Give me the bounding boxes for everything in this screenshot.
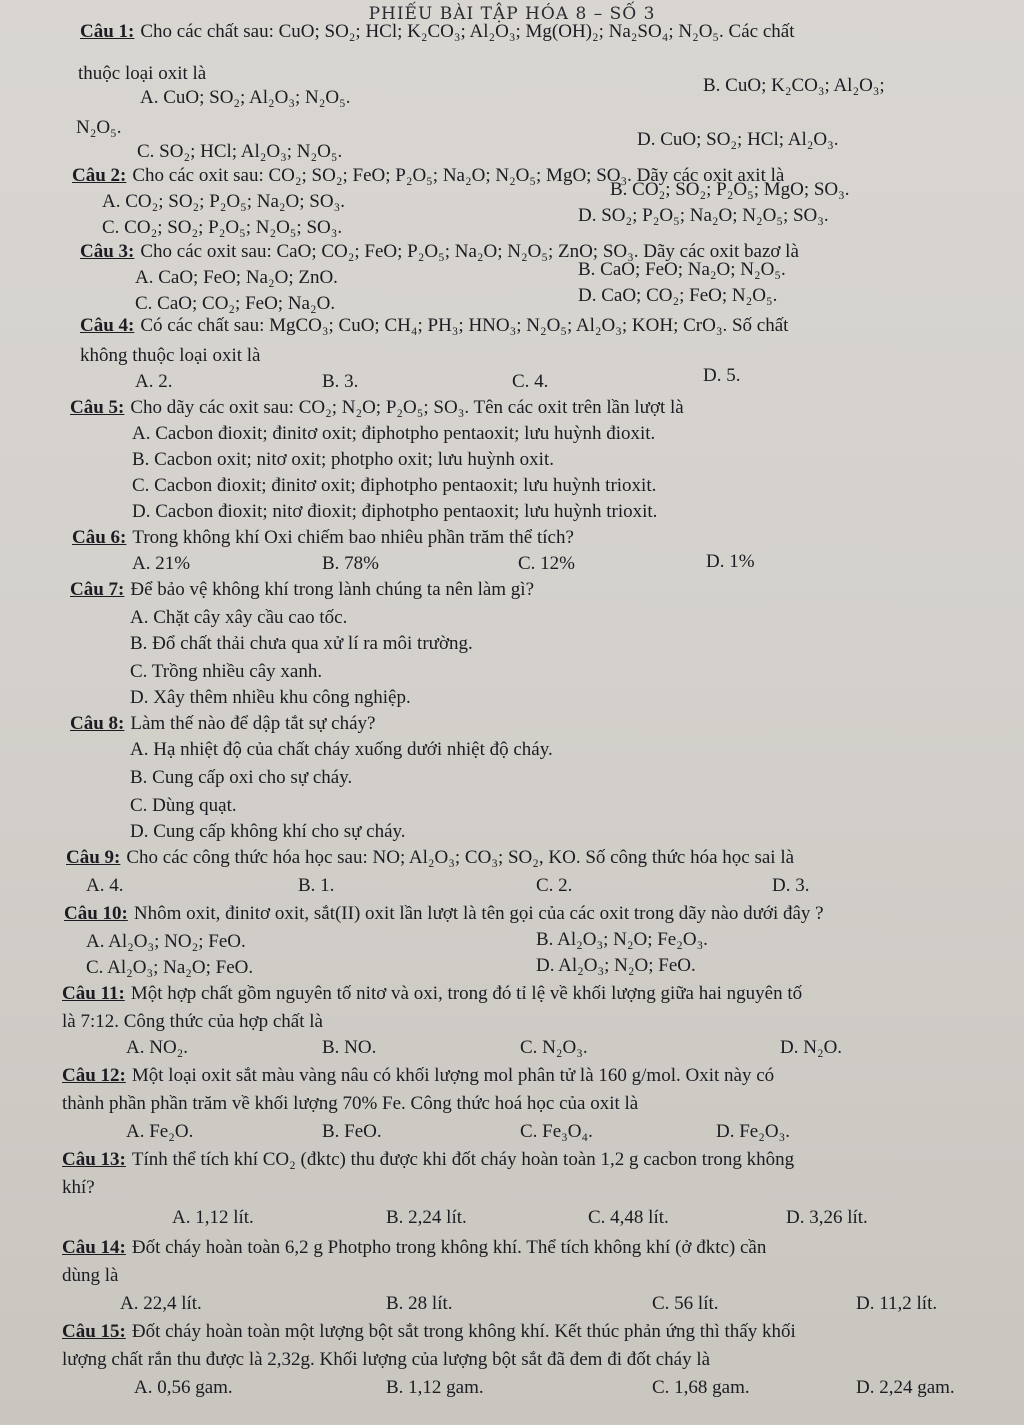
line-text: A. 22,4 lít. bbox=[120, 1293, 202, 1314]
text-line bbox=[134, 1376, 233, 1400]
question-line bbox=[80, 314, 788, 338]
question-number: Câu 14: bbox=[62, 1237, 126, 1258]
text-line bbox=[588, 1206, 669, 1230]
text-line bbox=[703, 364, 740, 388]
line-text: A. Cacbon đioxit; đinitơ oxit; điphotpho pentaoxit; lưu huỳnh đioxit. bbox=[132, 423, 656, 444]
text-line bbox=[135, 292, 335, 316]
line-text: thành phần phần trăm về khối lượng 70% Fe. Công thức hoá học của oxit là bbox=[62, 1093, 639, 1114]
line-text: Cho các oxit sau: CO₂; SO₂; FeO; P₂O₅; Na₂O; N₂O₅; MgO; SO₃. Dãy các oxit axit là bbox=[132, 165, 785, 186]
line-text: Cho các oxit sau: CaO; CO₂; FeO; P₂O₅; Na₂O; N₂O₅; ZnO; SO₃. Dãy các oxit bazơ là bbox=[140, 241, 799, 262]
line-text: B. 1,12 gam. bbox=[386, 1377, 484, 1398]
line-text: A. Fe₂O. bbox=[126, 1121, 194, 1142]
question-number: Câu 10: bbox=[64, 903, 128, 924]
text-line bbox=[132, 552, 190, 576]
line-text: C. Al₂O₃; Na₂O; FeO. bbox=[86, 957, 254, 978]
line-text: Nhôm oxit, đinitơ oxit, sắt(II) oxit lần lượt là tên gọi của các oxit trong dãy nào dưới đây ? bbox=[133, 903, 824, 924]
text-line bbox=[130, 738, 553, 762]
line-text: B. 28 lít. bbox=[386, 1293, 453, 1314]
line-text: B. 1. bbox=[298, 875, 335, 896]
text-line bbox=[652, 1376, 750, 1400]
text-line bbox=[322, 552, 379, 576]
question-line bbox=[62, 1320, 796, 1344]
question-number: Câu 11: bbox=[62, 983, 125, 1004]
line-text: D. CuO; SO₂; HCl; Al₂O₃. bbox=[637, 129, 839, 150]
text-line bbox=[536, 954, 696, 978]
question-line bbox=[62, 1236, 766, 1260]
line-text: Làm thế nào để dập tắt sự cháy? bbox=[130, 713, 376, 734]
text-line bbox=[578, 258, 786, 282]
line-text: A. Al₂O₃; NO₂; FeO. bbox=[86, 931, 246, 952]
line-text: Cho dãy các oxit sau: CO₂; N₂O; P₂O₅; SO₃. Tên các oxit trên lần lượt là bbox=[130, 397, 684, 418]
text-line bbox=[135, 266, 338, 290]
text-line bbox=[386, 1292, 453, 1316]
text-line bbox=[132, 500, 657, 524]
question-number: Câu 13: bbox=[62, 1149, 126, 1170]
question-line bbox=[80, 20, 795, 44]
text-line bbox=[856, 1292, 937, 1316]
text-line bbox=[62, 1010, 323, 1034]
text-line bbox=[62, 1348, 710, 1372]
question-line bbox=[66, 846, 794, 870]
text-line bbox=[637, 128, 838, 152]
line-text: C. N₂O₃. bbox=[520, 1037, 588, 1058]
line-text: B. NO. bbox=[322, 1037, 377, 1058]
text-line bbox=[130, 606, 347, 630]
line-text: D. 3. bbox=[772, 875, 810, 896]
question-number: Câu 6: bbox=[72, 527, 127, 548]
text-line bbox=[578, 284, 777, 308]
line-text: A. 0,56 gam. bbox=[134, 1377, 233, 1398]
line-text: A. CaO; FeO; Na₂O; ZnO. bbox=[135, 267, 338, 288]
text-line bbox=[536, 928, 708, 952]
line-text: A. Hạ nhiệt độ của chất cháy xuống dưới nhiệt độ cháy. bbox=[130, 739, 553, 760]
line-text: A. 21% bbox=[132, 553, 191, 574]
text-line bbox=[62, 1176, 95, 1200]
text-line bbox=[62, 1092, 638, 1116]
text-line bbox=[772, 874, 809, 898]
line-text: Một loại oxit sắt màu vàng nâu có khối lượng mol phân tử là 160 g/mol. Oxit này có bbox=[131, 1065, 775, 1086]
line-text: Cho các chất sau: CuO; SO₂; HCl; K₂CO₃; Al₂O₃; Mg(OH)₂; Na₂SO₄; N₂O₅. Các chất bbox=[140, 21, 795, 42]
line-text: khí? bbox=[62, 1177, 95, 1198]
line-text: thuộc loại oxit là bbox=[78, 63, 207, 84]
line-text: Đốt cháy hoàn toàn 6,2 g Photpho trong không khí. Thể tích không khí (ở đktc) cần bbox=[131, 1237, 767, 1258]
line-text: C. 56 lít. bbox=[652, 1293, 719, 1314]
line-text: D. 2,24 gam. bbox=[856, 1377, 955, 1398]
line-text: Cho các công thức hóa học sau: NO; Al₂O₃; CO₃; SO₂, KO. Số công thức hóa học sai là bbox=[126, 847, 795, 868]
text-line bbox=[322, 1120, 382, 1144]
line-text: A. 1,12 lít. bbox=[172, 1207, 254, 1228]
text-line bbox=[137, 140, 342, 164]
question-line bbox=[62, 982, 802, 1006]
question-line bbox=[70, 578, 534, 602]
text-line bbox=[322, 370, 358, 394]
line-text: Tính thể tích khí CO₂ (đktc) thu được khi đốt cháy hoàn toàn 1,2 g cacbon trong không bbox=[131, 1149, 795, 1170]
line-text: D. 1% bbox=[706, 551, 755, 572]
line-text: Trong không khí Oxi chiếm bao nhiêu phần trăm thể tích? bbox=[132, 527, 574, 548]
line-text: D. 3,26 lít. bbox=[786, 1207, 868, 1228]
text-line bbox=[132, 474, 656, 498]
line-text: D. 11,2 lít. bbox=[856, 1293, 938, 1314]
line-text: C. Cacbon đioxit; đinitơ oxit; điphotpho pentaoxit; lưu huỳnh trioxit. bbox=[132, 475, 657, 496]
line-text: N₂O₅. bbox=[76, 117, 122, 138]
question-number: Câu 9: bbox=[66, 847, 121, 868]
text-line bbox=[518, 552, 575, 576]
text-line bbox=[130, 766, 352, 790]
line-text: là 7:12. Công thức của hợp chất là bbox=[62, 1011, 323, 1032]
line-text: D. Cacbon đioxit; nitơ đioxit; điphotpho pentaoxit; lưu huỳnh trioxit. bbox=[132, 501, 658, 522]
text-line bbox=[130, 632, 473, 656]
line-text: không thuộc loại oxit là bbox=[80, 345, 261, 366]
text-line bbox=[703, 74, 885, 98]
text-line bbox=[512, 370, 548, 394]
line-text: C. 1,68 gam. bbox=[652, 1377, 750, 1398]
question-number: Câu 2: bbox=[72, 165, 127, 186]
text-line bbox=[135, 370, 172, 394]
text-line bbox=[706, 550, 755, 574]
line-text: B. Cacbon oxit; nitơ oxit; photpho oxit; lưu huỳnh oxit. bbox=[132, 449, 554, 470]
question-number: Câu 4: bbox=[80, 315, 135, 336]
text-line bbox=[102, 216, 342, 240]
text-line bbox=[520, 1120, 593, 1144]
line-text: B. FeO. bbox=[322, 1121, 382, 1142]
text-line bbox=[130, 660, 322, 684]
question-number: Câu 3: bbox=[80, 241, 135, 262]
worksheet-title: PHIẾU BÀI TẬP HÓA 8 – SỐ 3 bbox=[368, 4, 656, 24]
question-number: Câu 15: bbox=[62, 1321, 126, 1342]
line-text: B. 78% bbox=[322, 553, 379, 574]
text-line bbox=[126, 1120, 193, 1144]
text-line bbox=[780, 1036, 842, 1060]
question-number: Câu 7: bbox=[70, 579, 125, 600]
line-text: C. 12% bbox=[518, 553, 575, 574]
line-text: Có các chất sau: MgCO₃; CuO; CH₄; PH₃; HNO₃; N₂O₅; Al₂O₃; KOH; CrO₃. Số chất bbox=[140, 315, 789, 336]
question-number: Câu 5: bbox=[70, 397, 125, 418]
line-text: D. CaO; CO₂; FeO; N₂O₅. bbox=[578, 285, 778, 306]
text-line bbox=[786, 1206, 868, 1230]
text-line bbox=[172, 1206, 254, 1230]
text-line bbox=[298, 874, 334, 898]
text-line bbox=[132, 422, 655, 446]
line-text: B. CO₂; SO₂; P₂O₅; MgO; SO₃. bbox=[610, 179, 850, 200]
question-line bbox=[70, 396, 684, 420]
text-line bbox=[386, 1376, 484, 1400]
text-line bbox=[120, 1292, 202, 1316]
line-text: D. N₂O. bbox=[780, 1037, 843, 1058]
text-line bbox=[610, 178, 850, 202]
text-line bbox=[578, 204, 829, 228]
text-line bbox=[132, 448, 554, 472]
text-line bbox=[86, 874, 123, 898]
line-text: B. CuO; K₂CO₃; Al₂O₃; bbox=[703, 75, 885, 96]
line-text: Đốt cháy hoàn toàn một lượng bột sắt trong không khí. Kết thúc phản ứng thì thấy khối bbox=[131, 1321, 796, 1342]
text-line bbox=[76, 116, 121, 140]
text-line bbox=[126, 1036, 188, 1060]
line-text: D. 5. bbox=[703, 365, 741, 386]
line-text: D. Al₂O₃; N₂O; FeO. bbox=[536, 955, 696, 976]
line-text: C. CO₂; SO₂; P₂O₅; N₂O₅; SO₃. bbox=[102, 217, 343, 238]
line-text: D. Xây thêm nhiều khu công nghiệp. bbox=[130, 687, 411, 708]
line-text: C. Fe₃O₄. bbox=[520, 1121, 593, 1142]
line-text: A. CO₂; SO₂; P₂O₅; Na₂O; SO₃. bbox=[102, 191, 345, 212]
line-text: B. 3. bbox=[322, 371, 359, 392]
text-line bbox=[78, 62, 206, 86]
question-number: Câu 12: bbox=[62, 1065, 126, 1086]
text-line bbox=[102, 190, 345, 214]
line-text: B. 2,24 lít. bbox=[386, 1207, 467, 1228]
line-text: C. Trồng nhiều cây xanh. bbox=[130, 661, 323, 682]
text-line bbox=[322, 1036, 376, 1060]
text-line bbox=[520, 1036, 588, 1060]
line-text: B. Đổ chất thải chưa qua xử lí ra môi trường. bbox=[130, 633, 473, 654]
text-line bbox=[652, 1292, 719, 1316]
line-text: C. SO₂; HCl; Al₂O₃; N₂O₅. bbox=[137, 141, 343, 162]
text-line bbox=[86, 956, 253, 980]
question-line bbox=[72, 526, 574, 550]
line-text: B. Al₂O₃; N₂O; Fe₂O₃. bbox=[536, 929, 708, 950]
text-line bbox=[130, 794, 237, 818]
text-line bbox=[536, 874, 572, 898]
line-text: C. 4,48 lít. bbox=[588, 1207, 669, 1228]
line-text: A. Chặt cây xây cầu cao tốc. bbox=[130, 607, 348, 628]
text-line bbox=[80, 344, 260, 368]
line-text: A. 2. bbox=[135, 371, 173, 392]
line-text: Một hợp chất gồm nguyên tố nitơ và oxi, trong đó tỉ lệ về khối lượng giữa hai nguyên tố bbox=[130, 983, 803, 1004]
text-line bbox=[130, 820, 406, 844]
text-line bbox=[856, 1376, 955, 1400]
text-line bbox=[86, 930, 246, 954]
question-number: Câu 1: bbox=[80, 21, 135, 42]
line-text: Để bảo vệ không khí trong lành chúng ta nên làm gì? bbox=[130, 579, 535, 600]
line-text: B. Cung cấp oxi cho sự cháy. bbox=[130, 767, 353, 788]
question-number: Câu 8: bbox=[70, 713, 125, 734]
line-text: A. NO₂. bbox=[126, 1037, 189, 1058]
line-text: dùng là bbox=[62, 1265, 119, 1286]
line-text: B. CaO; FeO; Na₂O; N₂O₅. bbox=[578, 259, 786, 280]
line-text: D. Cung cấp không khí cho sự cháy. bbox=[130, 821, 406, 842]
text-line bbox=[140, 86, 350, 110]
question-line bbox=[62, 1148, 794, 1172]
text-line bbox=[130, 686, 411, 710]
text-line bbox=[386, 1206, 467, 1230]
text-line bbox=[62, 1264, 118, 1288]
line-text: A. CuO; SO₂; Al₂O₃; N₂O₅. bbox=[140, 87, 351, 108]
line-text: C. 2. bbox=[536, 875, 573, 896]
question-line bbox=[64, 902, 824, 926]
line-text: D. Fe₂O₃. bbox=[716, 1121, 790, 1142]
line-text: A. 4. bbox=[86, 875, 124, 896]
text-line bbox=[716, 1120, 790, 1144]
line-text: C. CaO; CO₂; FeO; Na₂O. bbox=[135, 293, 336, 314]
question-line bbox=[70, 712, 375, 736]
line-text: D. SO₂; P₂O₅; Na₂O; N₂O₅; SO₃. bbox=[578, 205, 829, 226]
line-text: lượng chất rắn thu được là 2,32g. Khối lượng của lượng bột sắt đã đem đi đốt cháy là bbox=[62, 1349, 711, 1370]
line-text: C. 4. bbox=[512, 371, 549, 392]
line-text: C. Dùng quạt. bbox=[130, 795, 237, 816]
question-line bbox=[62, 1064, 774, 1088]
